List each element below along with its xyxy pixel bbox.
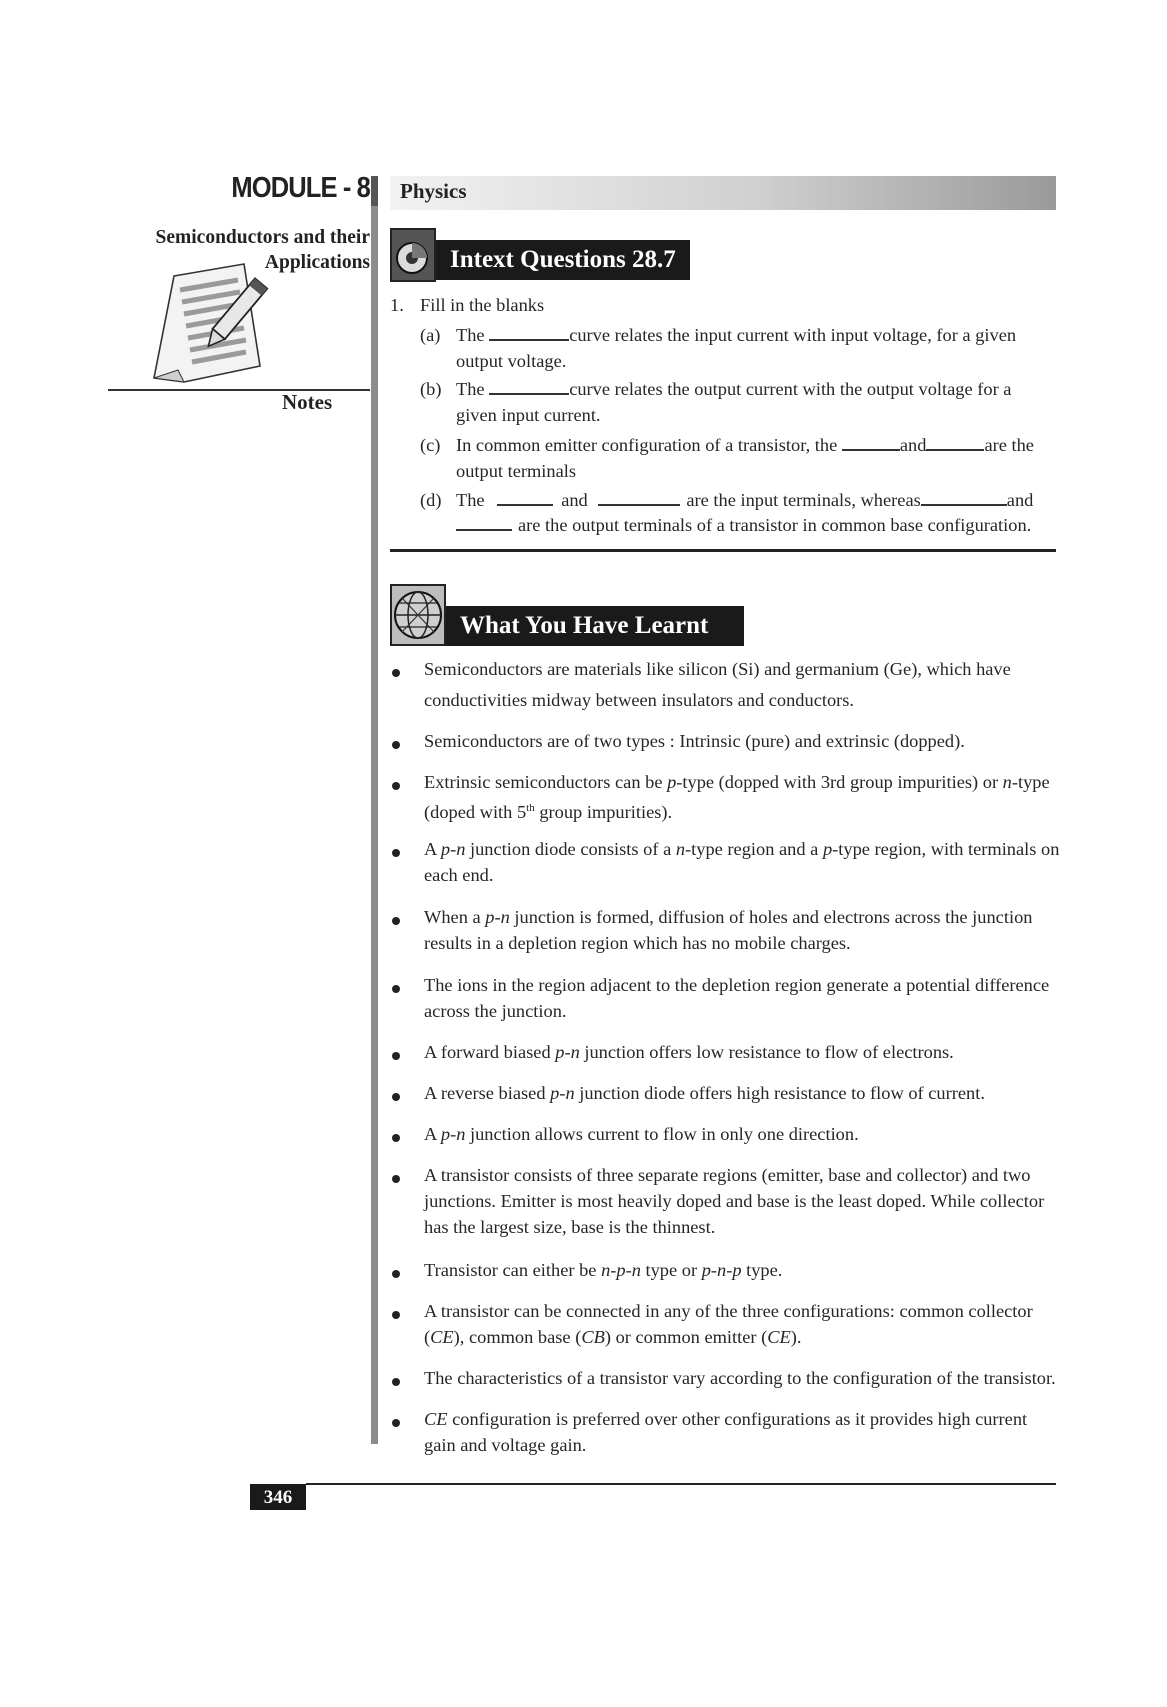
section-divider bbox=[390, 549, 1056, 552]
summary-point: CE configuration is preferred over other configurations as it provides high current gain and voltage gain. bbox=[424, 1409, 1028, 1455]
question-item: In common emitter configuration of a transistor, the and are the bbox=[456, 435, 1034, 455]
intext-questions-heading: Intext Questions 28.7 bbox=[436, 240, 690, 280]
bullet-icon bbox=[392, 849, 400, 857]
chapter-title: Semiconductors and their Applications bbox=[155, 227, 370, 273]
module-title: MODULE - 8 bbox=[231, 172, 370, 204]
question-disc-icon bbox=[390, 228, 436, 282]
footer-rule bbox=[306, 1483, 1056, 1485]
bullet-icon bbox=[392, 1311, 400, 1319]
subject-label: Physics bbox=[400, 179, 467, 203]
bullet-icon bbox=[392, 985, 400, 993]
subject-band bbox=[390, 176, 1056, 210]
question-item-cont: output terminals bbox=[456, 461, 577, 481]
summary-point: A p-n junction allows current to flow in only one direction. bbox=[424, 1124, 859, 1144]
item-label: (b) bbox=[420, 379, 442, 399]
question-item: The and are the input terminals, whereas and bbox=[456, 490, 1034, 510]
question-item: The curve relates the output current with the output voltage for a bbox=[456, 379, 1012, 399]
question-text: Fill in the blanks bbox=[420, 295, 545, 315]
notes-label: Notes bbox=[282, 390, 333, 414]
question-number: 1. bbox=[390, 295, 404, 315]
summary-point: A reverse biased p-n junction diode offers high resistance to flow of current. bbox=[424, 1083, 985, 1103]
summary-point: A transistor can be connected in any of the three configurations: common collector (CE), common base (CB) or common emitter (CE). bbox=[424, 1301, 1033, 1347]
question-item-cont: output voltage. bbox=[456, 351, 567, 371]
bullet-icon bbox=[392, 1134, 400, 1142]
summary-point: Transistor can either be n-p-n type or p-n-p type. bbox=[424, 1260, 783, 1280]
blank-field[interactable] bbox=[456, 513, 512, 531]
summary-point: A forward biased p-n junction offers low resistance to flow of electrons. bbox=[424, 1042, 954, 1062]
bullet-icon bbox=[392, 1052, 400, 1060]
vertical-divider bbox=[371, 176, 378, 1444]
blank-field[interactable] bbox=[598, 488, 680, 506]
bullet-icon bbox=[392, 1093, 400, 1101]
globe-icon bbox=[390, 584, 446, 646]
what-you-have-learnt-heading: What You Have Learnt bbox=[446, 606, 744, 646]
bullet-icon bbox=[392, 1419, 400, 1427]
bullet-icon bbox=[392, 1270, 400, 1278]
bullet-icon bbox=[392, 741, 400, 749]
page-number: 346 bbox=[250, 1484, 306, 1510]
question-item: The curve relates the input current with input voltage, for a given bbox=[456, 325, 1017, 345]
bullet-icon bbox=[392, 917, 400, 925]
blank-field[interactable] bbox=[497, 488, 553, 506]
bullet-icon bbox=[392, 782, 400, 790]
blank-field[interactable] bbox=[926, 433, 984, 451]
notepad-pencil-icon bbox=[140, 258, 290, 408]
blank-field[interactable] bbox=[489, 377, 569, 395]
summary-point: A transistor consists of three separate regions (emitter, base and collector) and two junctions. Emitter is most heavily doped and base is the least doped. While collector has the largest size, base is the thinnest. bbox=[424, 1165, 1045, 1237]
summary-point: Semiconductors are of two types : Intrinsic (pure) and extrinsic (dopped). bbox=[424, 731, 965, 751]
bullet-icon bbox=[392, 669, 400, 677]
summary-point: The ions in the region adjacent to the depletion region generate a potential difference across the junction. bbox=[424, 975, 1050, 1021]
item-label: (c) bbox=[420, 435, 441, 455]
summary-point: The characteristics of a transistor vary according to the configuration of the transistor. bbox=[424, 1368, 1056, 1388]
blank-field[interactable] bbox=[921, 488, 1007, 506]
summary-point: Extrinsic semiconductors can be p-type (dopped with 3rd group impurities) or n-type (doped with 5th group impurities). bbox=[424, 772, 1050, 823]
summary-point: Semiconductors are materials like silicon (Si) and germanium (Ge), which have conductivities midway between insulators and conductors. bbox=[424, 659, 1011, 710]
summary-point: A p-n junction diode consists of a n-type region and a p-type region, with terminals on each end. bbox=[424, 839, 1060, 885]
question-item-cont: are the output terminals of a transistor in common base configuration. bbox=[456, 512, 1031, 538]
vertical-divider-cap bbox=[371, 176, 378, 206]
blank-field[interactable] bbox=[489, 323, 569, 341]
question-item-cont: given input current. bbox=[456, 405, 601, 425]
blank-field[interactable] bbox=[842, 433, 900, 451]
item-label: (a) bbox=[420, 325, 441, 345]
summary-point: When a p-n junction is formed, diffusion of holes and electrons across the junction results in a depletion region which has no mobile charges. bbox=[424, 907, 1033, 953]
bullet-icon bbox=[392, 1378, 400, 1386]
item-label: (d) bbox=[420, 490, 442, 510]
bullet-icon bbox=[392, 1175, 400, 1183]
